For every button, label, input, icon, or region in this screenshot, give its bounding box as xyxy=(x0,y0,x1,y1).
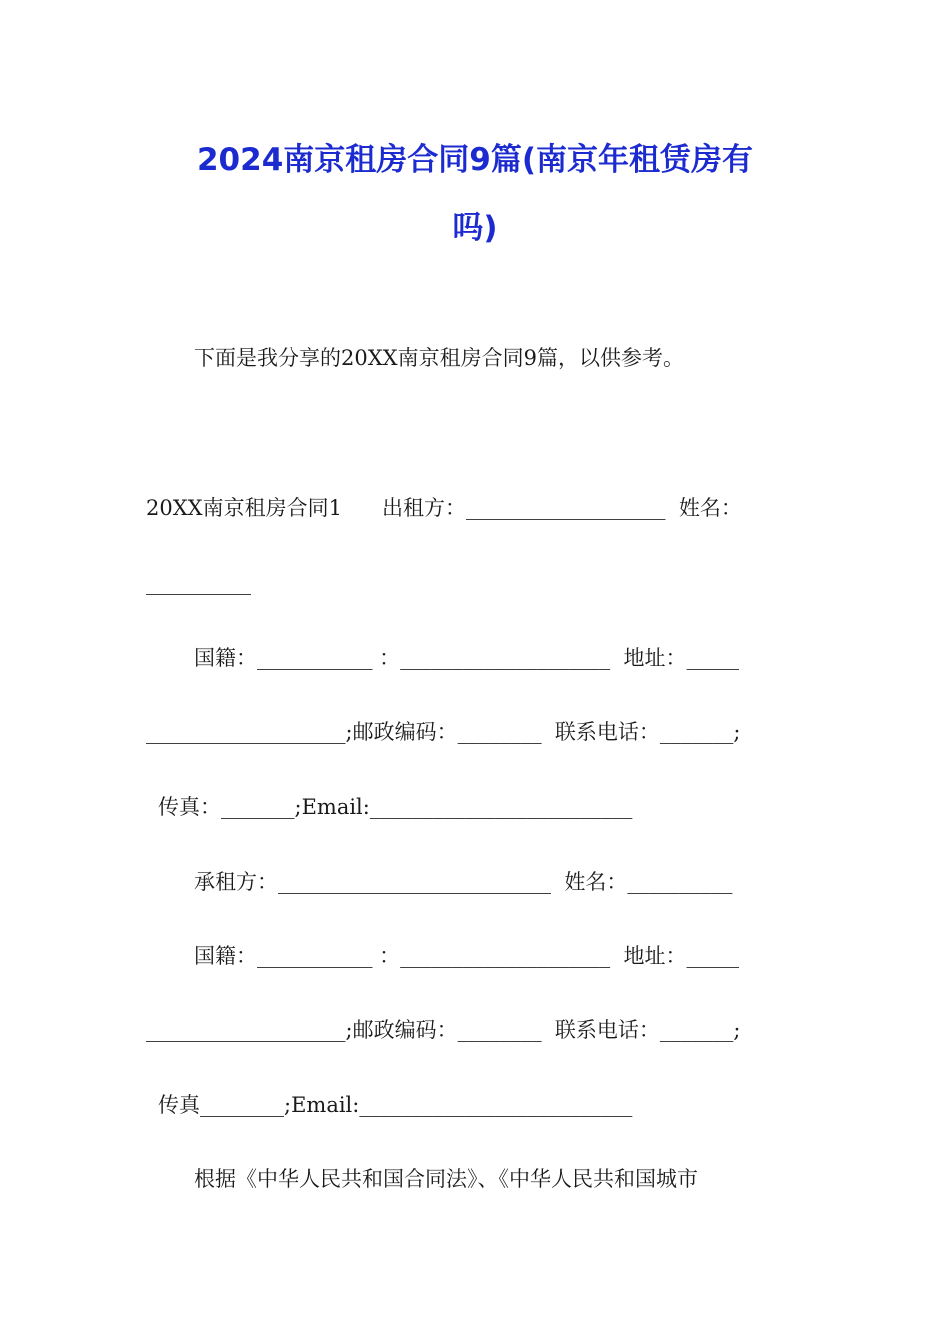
document-title-line-2: 吗) xyxy=(452,210,498,246)
lessee-line: 承租方：__________________________ 姓名：__________ xyxy=(194,870,733,894)
contract-1-lessor-line: 20XX南京租房合同1 出租方：___________________ 姓名： xyxy=(146,496,742,520)
lessor-name-blank: __________ xyxy=(146,571,251,595)
lessee-postcode-phone-line: ___________________;邮政编码：________ 联系电话：_______; xyxy=(146,1018,741,1042)
lessor-nationality-line: 国籍：___________ ：____________________ 地址：_____ xyxy=(194,646,740,670)
lessee-fax-email-line: 传真________;Email:__________________________ xyxy=(158,1093,633,1117)
legal-basis-paragraph: 根据《中华人民共和国合同法》、《中华人民共和国城市 xyxy=(194,1167,698,1191)
document-title-line-1: 2024南京租房合同9篇(南京年租赁房有 xyxy=(196,142,753,178)
lessee-nationality-line: 国籍：___________ ：____________________ 地址：_____ xyxy=(194,944,740,968)
intro-paragraph: 下面是我分享的20XX南京租房合同9篇，以供参考。 xyxy=(194,346,684,370)
lessor-fax-email-line: 传真：_______;Email:_________________________ xyxy=(158,795,633,819)
lessor-postcode-phone-line: ___________________;邮政编码：________ 联系电话：_______; xyxy=(146,720,741,744)
